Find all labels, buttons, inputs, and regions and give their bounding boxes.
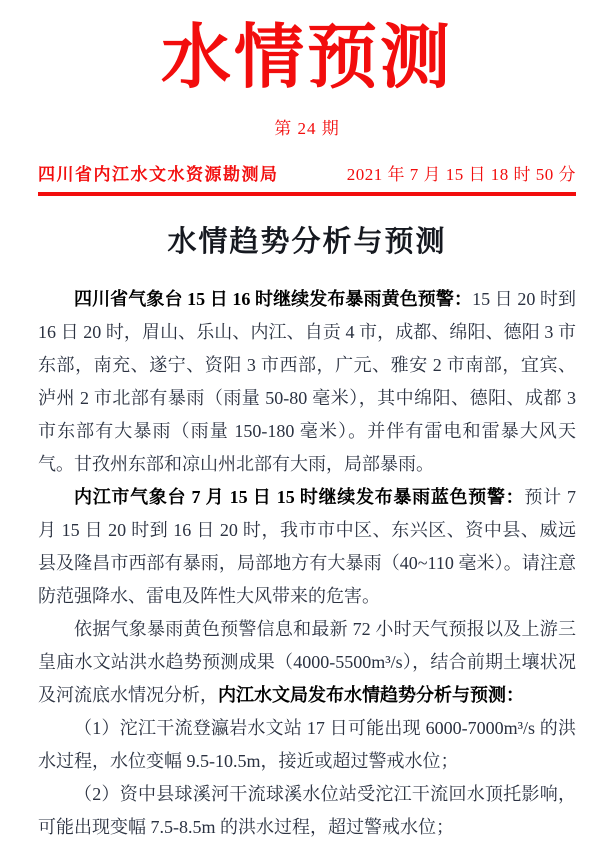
masthead-meta-row bbox=[38, 160, 576, 185]
issue-datetime: 2021 年 7 月 15 日 18 时 50 分 bbox=[346, 165, 576, 184]
paragraph-body-text: 依据气象暴雨黄色预警信息和最新 72 小时天气预报以及上游三皇庙水文站洪水趋势预测成果（4000-5500m³/s），结合前期土壤状况及河流底水情况分析， bbox=[38, 618, 576, 705]
issue-number: 第 24 期 bbox=[274, 119, 340, 138]
paragraph-body-text: （2）资中县球溪河干流球溪水位站受沱江干流回水顶托影响，可能出现变幅 7.5-8.5m 的洪水过程，超过警戒水位； bbox=[38, 783, 576, 837]
document-body bbox=[38, 283, 576, 844]
paragraph-lead-bold: 四川省气象台 15 日 16 时继续发布暴雨黄色预警： bbox=[74, 288, 473, 309]
paragraph-sichuan-yellow-alert bbox=[38, 283, 576, 481]
document-heading: 水情趋势分析与预测 bbox=[167, 226, 447, 258]
paragraph-forecast-basis bbox=[38, 613, 576, 712]
issuing-agency: 四川省内江水文水资源勘测局 bbox=[38, 165, 279, 184]
paragraph-neijiang-blue-alert bbox=[38, 481, 576, 613]
paragraph-lead-bold: 内江市气象台 7 月 15 日 15 时继续发布暴雨蓝色预警： bbox=[74, 486, 525, 507]
paragraph-body-text: 预计 7 月 15 日 20 时到 16 日 20 时，我市市中区、东兴区、资中县、威远县及隆昌市西部有暴雨，局部地方有大暴雨（40~110 毫米）。请注意防范强降水、雷电及阵性大风带来的危害。 bbox=[38, 486, 577, 606]
paragraph-forecast-item-1 bbox=[38, 712, 576, 778]
paragraph-body-text: （1）沱江干流登瀛岩水文站 17 日可能出现 6000-7000m³/s 的洪水过程，水位变幅 9.5-10.5m，接近或超过警戒水位； bbox=[38, 717, 576, 771]
masthead-divider-rule bbox=[38, 192, 576, 196]
paragraph-tail-bold: 内江水文局发布水情趋势分析与预测： bbox=[218, 684, 524, 705]
masthead-title: 水情预测 bbox=[161, 20, 453, 97]
paragraph-body-text: 15 日 20 时到 16 日 20 时，眉山、乐山、内江、自贡 4 市，成都、绵阳、德阳 3 市东部，南充、遂宁、资阳 3 市西部，广元、雅安 2 市南部，宜宾、泸州 2 市北部有暴雨（雨量 50-80 毫米），其中绵阳、德阳、成都 3 市东部有大暴雨（雨量 150-180 毫米）。并伴有雷电和雷暴大风天气。甘孜州东部和凉山州北部有大雨，局部暴雨。 bbox=[38, 288, 577, 474]
paragraph-forecast-item-2 bbox=[38, 778, 576, 844]
